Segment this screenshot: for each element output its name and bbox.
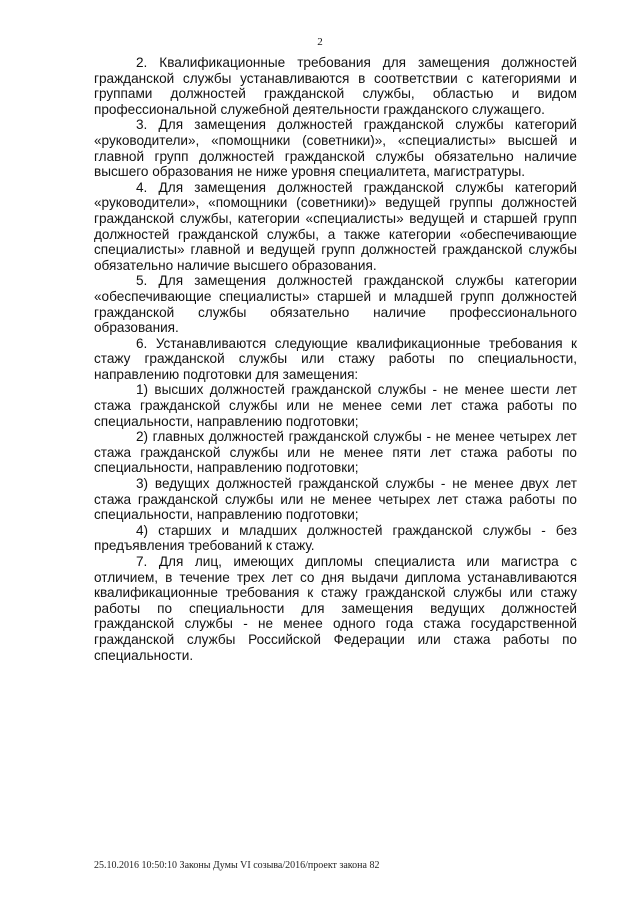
paragraph-4: 4. Для замещения должностей гражданской службы категорий «руководители», «помощники (советники)» ведущей группы должностей гражданской службы, категории «специалисты» ведущей и старшей групп должностей гражданской службы, а также категории «обеспечивающие специалисты» главной и ведущей групп должностей гражданской службы обязательно наличие высшего образования. xyxy=(94,179,577,273)
page-number: 2 xyxy=(317,36,323,48)
document-footer: 25.10.2016 10:50:10 Законы Думы VI созыва/2016/проект закона 82 xyxy=(94,860,380,871)
list-item-4: 4) старших и младших должностей гражданской службы - без предъявления требований к стажу. xyxy=(94,522,577,554)
list-item-3: 3) ведущих должностей гражданской службы - не менее двух лет стажа гражданской службы или не менее четырех лет стажа работы по специальности, направлению подготовки; xyxy=(94,476,577,523)
list-item-1: 1) высших должностей гражданской службы - не менее шести лет стажа гражданской службы или не менее семи лет стажа работы по специальности, направлению подготовки; xyxy=(94,382,577,429)
paragraph-3: 3. Для замещения должностей гражданской службы категорий «руководители», «помощники (советники)», «специалисты» высшей и главной групп должностей гражданской службы обязательно наличие высшего образования не ниже уровня специалитета, магистратуры. xyxy=(94,117,577,180)
paragraph-2: 2. Квалификационные требования для замещения должностей гражданской службы устанавливаются в соответствии с категориями и группами должностей гражданской службы, областью и видом профессиональной служебной деятельности гражданского служащего. xyxy=(94,55,577,117)
list-item-2: 2) главных должностей гражданской службы - не менее четырех лет стажа гражданской службы или не менее пяти лет стажа работы по специальности, направлению подготовки; xyxy=(94,429,577,476)
document-body xyxy=(94,55,577,663)
paragraph-5: 5. Для замещения должностей гражданской службы категории «обеспечивающие специалисты» старшей и младшей групп должностей гражданской службы обязательно наличие профессионального образования. xyxy=(94,273,577,336)
paragraph-7: 7. Для лиц, имеющих дипломы специалиста или магистра с отличием, в течение трех лет со дня выдачи диплома устанавливаются квалификационные требования к стажу гражданской службы или стажу работы по специальности для замещения ведущих должностей гражданской службы - не менее одного года стажа государственной гражданской службы Российской Федерации или стажа работы по специальности. xyxy=(94,554,577,663)
paragraph-6: 6. Устанавливаются следующие квалификационные требования к стажу гражданской службы или стажу работы по специальности, направлению подготовки для замещения: xyxy=(94,335,577,382)
